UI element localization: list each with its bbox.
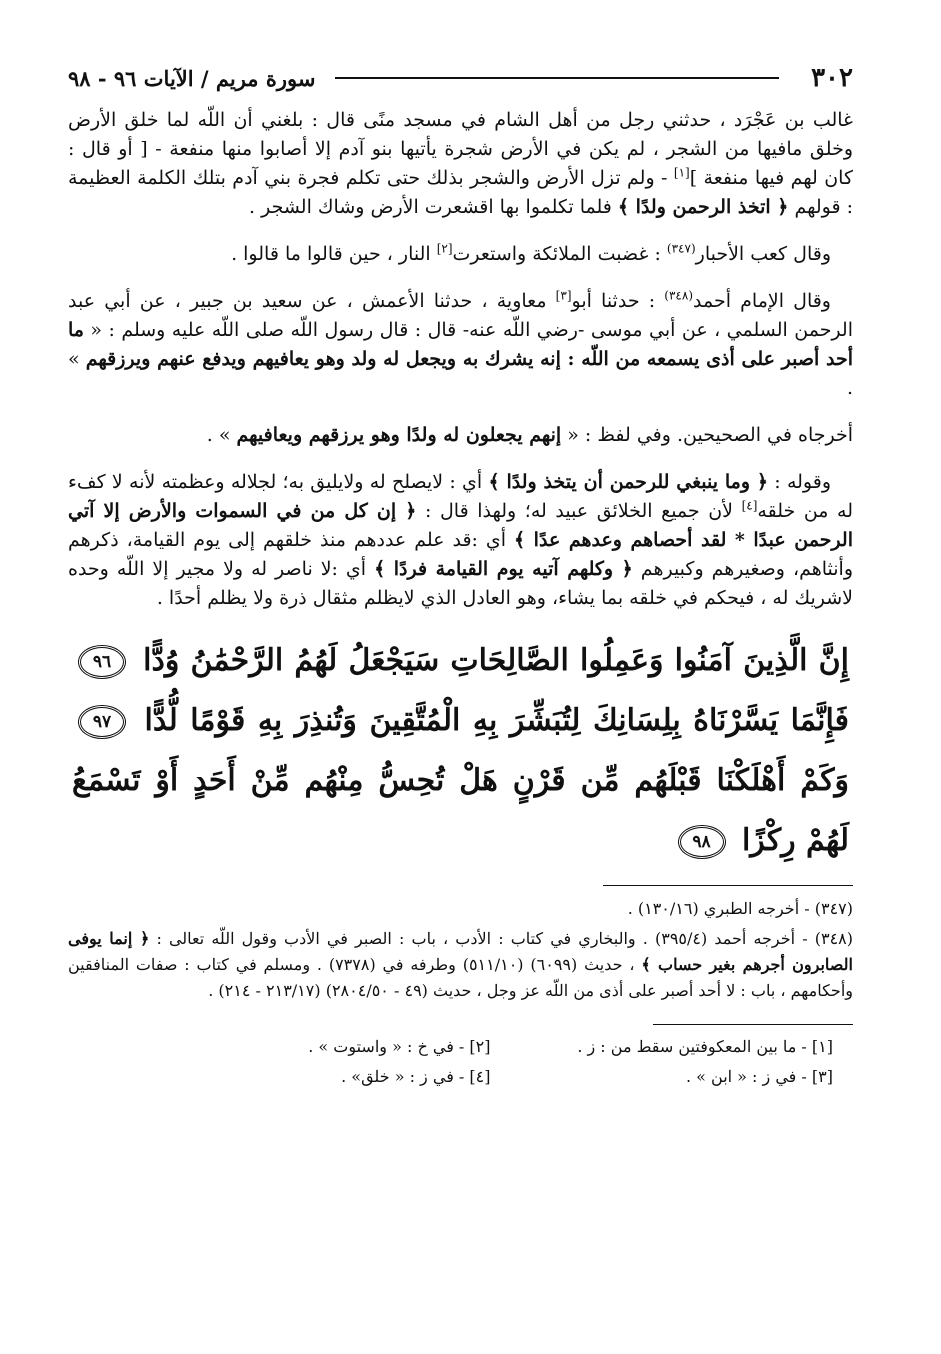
footnote-348: (٣٤٨) - أخرجه أحمد (٣٩٥/٤) . والبخاري في كتاب : الأدب ، باب : الصبر في الأدب وقول اللّه تعالى : ﴿ إنما يوفى الصابرون أجرهم بغير حساب ﴾ ، حديث (٦٠٩٩) (٥١١/١٠) وطرفه في (٧٣٧٨) . ومسلم في كتاب : صفات المنافقين وأحكامهم ، باب : لا أحد أصبر على أذى من اللّه عز وجل ، حديث (٤٩ - ٢٨٠٤/٥٠) (٢١٣/١٧ - ٢١٤) . bbox=[68, 929, 854, 1000]
ayah-97: فَإِنَّمَا يَسَّرْنَاهُ بِلِسَانِكَ لِتُبَشِّرَ بِهِ الْمُتَّقِينَ وَتُنذِرَ بِهِ قَوْمًا لُّدًّا bbox=[144, 703, 849, 738]
ayah-number-96: ٩٦ bbox=[78, 645, 126, 679]
footnote-ref[interactable]: [٤] bbox=[741, 498, 758, 513]
variant-4: [٤] - في ز : « خلق» . bbox=[341, 1067, 491, 1086]
paragraph-4: أخرجاه في الصحيحين. وفي لفظ : « إنهم يجعلون له ولدًا وهو يرزقهم ويعافيهم » . bbox=[206, 424, 853, 446]
quran-verses bbox=[68, 631, 853, 871]
paragraph-3: وقال الإمام أحمد$^{(٣٤٨)}$ : حدثنا أبو[٣] معاوية ، حدثنا الأعمش ، عن سعيد بن جبير ، عن أبي عبد الرحمن السلمي ، عن أبي موسى -رضي اللّه عنه- قال : قال رسول اللّه صلى اللّه عليه وسلم : « ما أحد أصبر على أذى يسمعه من اللّه : إنه يشرك به ويجعل له ولد وهو يعافيهم ويدفع عنهم ويرزقهم » . bbox=[68, 288, 853, 399]
manuscript-variants bbox=[68, 1035, 853, 1089]
footnote-ref[interactable]: [١] bbox=[673, 165, 690, 180]
paragraph-1: غالب بن عَجْرَد ، حدثني رجل من أهل الشام في مسجد منًى قال : بلغني أن اللّه لما خلق الأرض وخلق مافيها من الشجر ، لم يكن في الأرض شجرة يأتيها بنو آدم إلا أصابوا منها منفعة - [ أو قال : كان لهم فيها منفعة ][١] - ولم تزل الأرض والشجر بذلك حتى تكلم فجرة بني آدم بتلك الكلمة العظيمة : قولهم ﴿ اتخذ الرحمن ولدًا ﴾ فلما تكلموا بها اقشعرت الأرض وشاك الشجر . bbox=[68, 109, 853, 218]
page-header bbox=[68, 58, 853, 98]
main-text bbox=[68, 106, 853, 613]
quran-quote: ﴿ وما ينبغي للرحمن أن يتخذ ولدًا ﴾ bbox=[488, 471, 769, 493]
variant-2: [٢] - في خ : « واستوت » . bbox=[308, 1037, 491, 1056]
ayah-98: وَكَمْ أَهْلَكْنَا قَبْلَهُم مِّن قَرْنٍ هَلْ تُحِسُّ مِنْهُم مِّنْ أَحَدٍ أَوْ تَسْمَعُ لَهُمْ رِكْزًا bbox=[72, 763, 849, 858]
paragraph-2: وقال كعب الأحبار$^{(٣٤٧)}$ : غضبت الملائكة واستعرت[٢] النار ، حين قالوا ما قالوا . bbox=[231, 241, 831, 265]
quran-quote: ﴿ اتخذ الرحمن ولدًا ﴾ bbox=[617, 196, 789, 218]
variant-3: [٣] - في ز : « ابن » . bbox=[685, 1067, 833, 1086]
page-number: ٣٠٢ bbox=[811, 63, 853, 93]
variants-rule bbox=[653, 1024, 853, 1025]
ayah-96: إِنَّ الَّذِينَ آمَنُوا وَعَمِلُوا الصَّالِحَاتِ سَيَجْعَلُ لَهُمُ الرَّحْمَٰنُ وُدًّا bbox=[143, 643, 849, 678]
footnotes bbox=[68, 896, 853, 1004]
ayah-number-97: ٩٧ bbox=[78, 705, 126, 739]
footnote-ref[interactable]: [٣] bbox=[555, 288, 572, 303]
footnote-347: (٣٤٧) - أخرجه الطبري (١٣٠/١٦) . bbox=[627, 899, 853, 918]
running-title: سورة مريم / الآيات ٩٦ - ٩٨ bbox=[68, 65, 316, 91]
hadith-text: إنهم يجعلون له ولدًا وهو يرزقهم ويعافيهم bbox=[236, 424, 562, 446]
quran-quote: ﴿ إن كل من في السموات والأرض إلا آتي الرحمن عبدًا * لقد أحصاهم وعدهم عدًا ﴾ bbox=[68, 500, 853, 551]
quran-quote: ﴿ وكلهم آتيه يوم القيامة فردًا ﴾ bbox=[374, 558, 633, 580]
paragraph-5: وقوله : ﴿ وما ينبغي للرحمن أن يتخذ ولدًا ﴾ أي : لايصلح له ولايليق به؛ لجلاله وعظمته لأنه لا كفء له من خلقه[٤] لأن جميع الخلائق عبيد له؛ ولهذا قال : ﴿ إن كل من في السموات والأرض إلا آتي الرحمن عبدًا * لقد أحصاهم وعدهم عدًا ﴾ أي :قد علم عددهم منذ خلقهم إلى يوم القيامة، ذكرهم وأنثاهم، وصغيرهم وكبيرهم ﴿ وكلهم آتيه يوم القيامة فردًا ﴾ أي :لا ناصر له ولا مجير إلا اللّه وحده لاشريك له ، فيحكم في خلقه بما يشاء، وهو العادل الذي لايظلم مثقال ذرة ولا يظلم أحدًا . bbox=[68, 471, 854, 609]
hadith-text: ما أحد أصبر على أذى يسمعه من اللّه : إنه يشرك به ويجعل له ولد وهو يعافيهم ويدفع عنهم ويرزقهم bbox=[68, 319, 853, 370]
footnote-rule bbox=[603, 885, 853, 886]
footnote-ref[interactable]: (٣٤٧) bbox=[666, 241, 696, 256]
variant-1: [١] - ما بين المعكوفتين سقط من : ز . bbox=[577, 1037, 833, 1056]
footnote-ref[interactable]: [٢] bbox=[436, 241, 453, 256]
header-rule bbox=[335, 77, 779, 79]
ayah-number-98: ٩٨ bbox=[678, 825, 726, 859]
footnote-ref[interactable]: (٣٤٨) bbox=[664, 288, 693, 303]
